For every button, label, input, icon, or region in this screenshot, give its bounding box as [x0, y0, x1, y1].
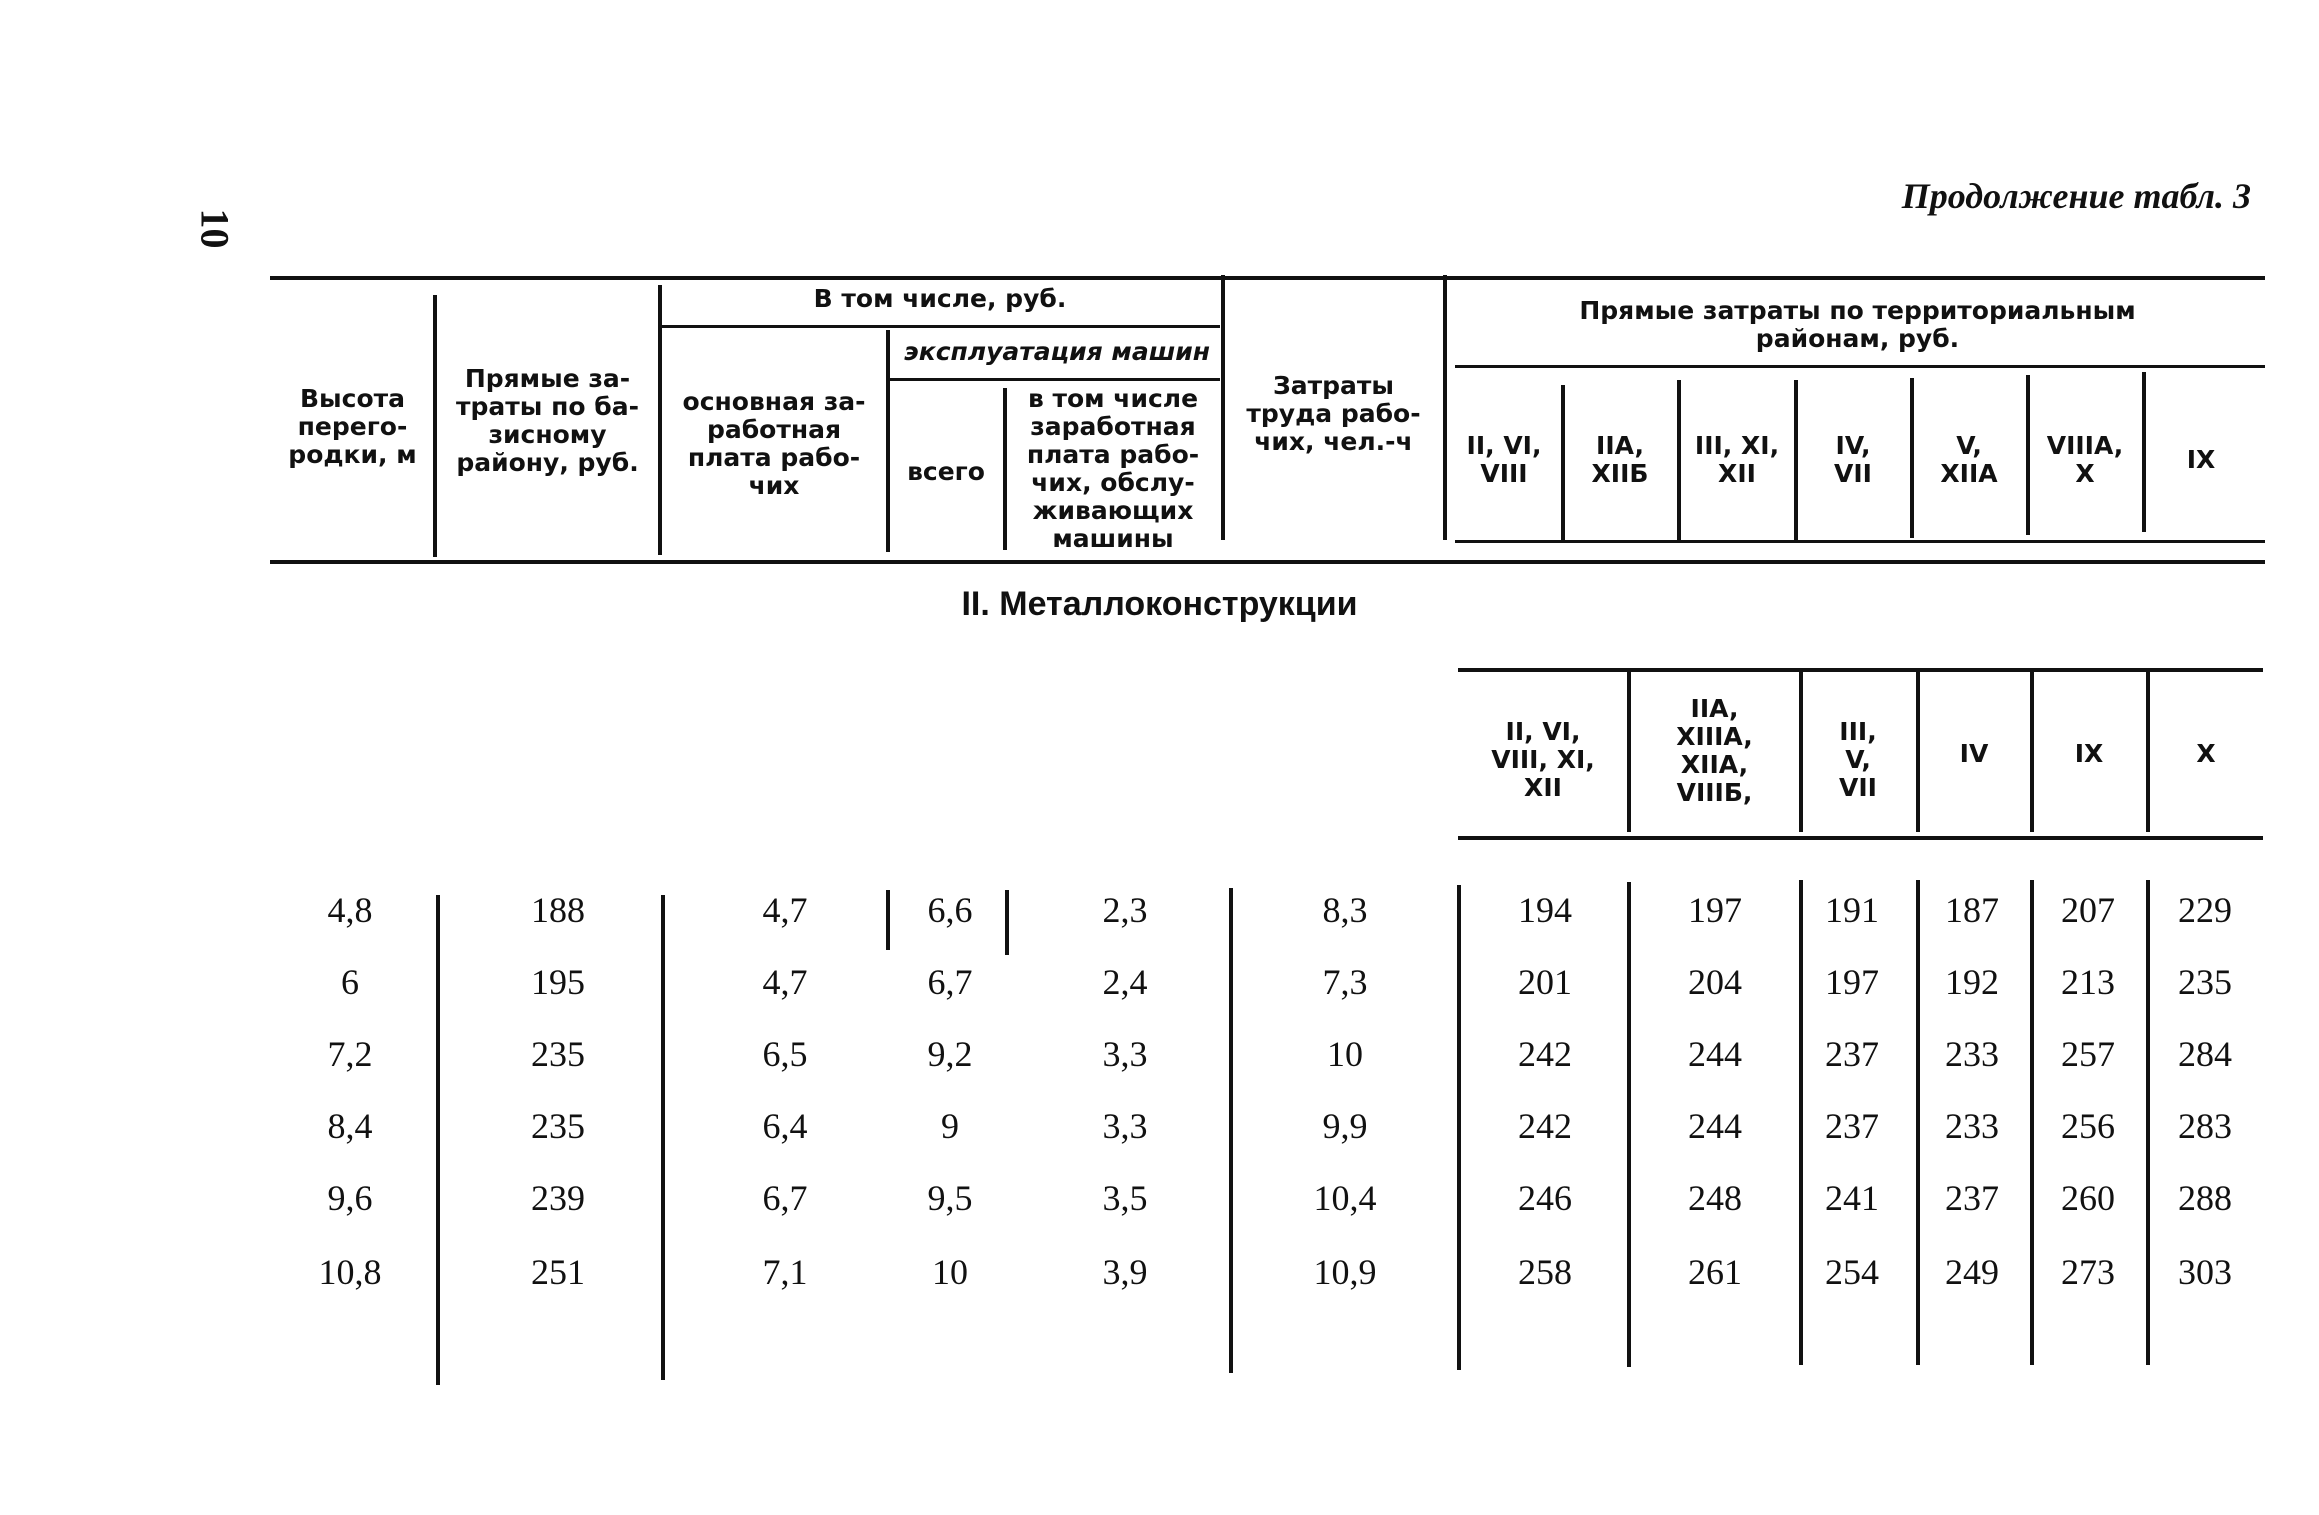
table-cell: 207: [2061, 890, 2115, 930]
table-cell: 4,7: [762, 890, 808, 930]
table-cell: 303: [2178, 1252, 2232, 1292]
table-cell: 191: [1825, 890, 1879, 930]
header-bottom-rule: [270, 560, 2265, 564]
table-cell: 273: [2061, 1252, 2115, 1292]
table-cell: 4,7: [762, 962, 808, 1002]
table-cell: 195: [531, 962, 585, 1002]
header-regional: Прямые затраты по территориальным районам, руб.: [1579, 296, 2136, 353]
table-continuation-caption: Продолжение табл. 3: [1901, 176, 2251, 216]
region-sub-6: X: [2196, 739, 2216, 768]
table-cell: 242: [1518, 1034, 1572, 1074]
table-cell: 197: [1825, 962, 1879, 1002]
table-cell: 241: [1825, 1178, 1879, 1218]
table-cell: 284: [2178, 1034, 2232, 1074]
table-cell: 187: [1945, 890, 1999, 930]
body-vrule-7: [1627, 882, 1631, 1367]
table-cell: 6,4: [762, 1106, 808, 1146]
region-sub-2: IIA, XIIIA, XIIA, VIIIБ,: [1676, 694, 1753, 807]
table-cell: 7,3: [1322, 962, 1368, 1002]
region-top-1: II, VI, VIII: [1466, 431, 1542, 488]
vrule-3: [886, 330, 890, 552]
body-vrule-6: [1457, 885, 1461, 1370]
header-direct-costs: Прямые за- траты по ба- зисному району, руб.: [456, 364, 639, 477]
table-cell: 192: [1945, 962, 1999, 1002]
table-cell: 254: [1825, 1252, 1879, 1292]
body-vrule-1: [436, 895, 440, 1385]
table-cell: 229: [2178, 890, 2232, 930]
table-cell: 244: [1688, 1034, 1742, 1074]
page-number: 10: [192, 208, 238, 249]
vrule-6: [1443, 275, 1447, 540]
table-cell: 4,8: [327, 890, 373, 930]
table-cell: 237: [1825, 1034, 1879, 1074]
table-cell: 3,3: [1102, 1106, 1148, 1146]
table-cell: 248: [1688, 1178, 1742, 1218]
table-cell: 6,5: [762, 1034, 808, 1074]
table-cell: 8,4: [327, 1106, 373, 1146]
vrule-4: [1003, 388, 1007, 550]
region-sub-1: II, VI, VIII, XI, XII: [1491, 717, 1595, 802]
region-top-5: V, XIIA: [1940, 431, 1998, 488]
table-cell: 188: [531, 890, 585, 930]
table-cell: 233: [1945, 1034, 1999, 1074]
region-sub-4: IV: [1959, 739, 1989, 768]
table-cell: 6,6: [927, 890, 973, 930]
rule-machines: [890, 378, 1220, 381]
table-cell: 251: [531, 1252, 585, 1292]
rule-regions: [1455, 365, 2265, 368]
table-cell: 6: [341, 962, 359, 1002]
table-cell: 10: [1327, 1034, 1363, 1074]
table-cell: 6,7: [927, 962, 973, 1002]
vrule-5: [1221, 275, 1225, 540]
table-cell: 3,3: [1102, 1034, 1148, 1074]
region-top-6: VIIIA, X: [2046, 431, 2124, 488]
table-cell: 10,9: [1313, 1252, 1377, 1292]
header-base-wage: основная за- работная плата рабо- чих: [682, 387, 866, 500]
body-vrule-2: [661, 895, 665, 1380]
table-cell: 3,5: [1102, 1178, 1148, 1218]
region-top-7: IX: [2186, 445, 2216, 474]
table-cell: 7,1: [762, 1252, 808, 1292]
table-cell: 233: [1945, 1106, 1999, 1146]
sub-vrule-4: [2030, 672, 2034, 832]
vrule-1: [433, 295, 437, 557]
table-cell: 9,6: [327, 1178, 373, 1218]
table-cell: 3,9: [1102, 1252, 1148, 1292]
table-cell: 239: [531, 1178, 585, 1218]
region-top-3: III, XI, XII: [1694, 431, 1780, 488]
region-top-2: IIA, XIIБ: [1591, 431, 1649, 488]
table-cell: 258: [1518, 1252, 1572, 1292]
table-top-rule: [270, 276, 2265, 280]
table-cell: 246: [1518, 1178, 1572, 1218]
table-cell: 10,4: [1313, 1178, 1377, 1218]
header-labor: Затраты труда рабо- чих, чел.-ч: [1246, 371, 1421, 456]
table-cell: 2,3: [1102, 890, 1148, 930]
table-cell: 288: [2178, 1178, 2232, 1218]
section-title: II. Металлоконструкции: [961, 585, 1358, 623]
table-cell: 204: [1688, 962, 1742, 1002]
header-machine-operation: эксплуатация машин: [903, 337, 1211, 366]
table-cell: 242: [1518, 1106, 1572, 1146]
table-cell: 197: [1688, 890, 1742, 930]
table-cell: 9,9: [1322, 1106, 1368, 1146]
sub-vrule-1: [1627, 672, 1631, 832]
table-cell: 237: [1825, 1106, 1879, 1146]
table-cell: 9,2: [927, 1034, 973, 1074]
table-cell: 237: [1945, 1178, 1999, 1218]
header-total: всего: [907, 457, 985, 486]
table-cell: 283: [2178, 1106, 2232, 1146]
table-cell: 260: [2061, 1178, 2115, 1218]
table-cell: 235: [531, 1034, 585, 1074]
table-cell: 235: [531, 1106, 585, 1146]
header-incl-wage: в том числе заработная плата рабо- чих, обслу- живающих машины: [1026, 384, 1200, 553]
table-cell: 9,5: [927, 1178, 973, 1218]
table-cell: 7,2: [327, 1034, 373, 1074]
table-cell: 213: [2061, 962, 2115, 1002]
table-cell: 9: [941, 1106, 959, 1146]
table-cell: 201: [1518, 962, 1572, 1002]
rule-including: [660, 325, 1220, 328]
table-cell: 261: [1688, 1252, 1742, 1292]
sub-top-rule: [1458, 668, 2263, 672]
table-cell: 244: [1688, 1106, 1742, 1146]
region-sub-5: IX: [2074, 739, 2104, 768]
table-cell: 249: [1945, 1252, 1999, 1292]
table-cell: 235: [2178, 962, 2232, 1002]
table-cell: 256: [2061, 1106, 2115, 1146]
sub-bottom-rule: [1458, 836, 2263, 840]
body-vrule-5: [1229, 888, 1233, 1373]
vrule-2: [658, 285, 662, 555]
table-cell: 6,7: [762, 1178, 808, 1218]
header-including: В том числе, руб.: [813, 284, 1067, 313]
table-cell: 257: [2061, 1034, 2115, 1074]
region-sub-3: III, V, VII: [1839, 717, 1877, 802]
table-cell: 194: [1518, 890, 1572, 930]
region-top-4: IV, VII: [1834, 431, 1872, 488]
header-height: Высота перего- родки, м: [288, 384, 417, 469]
table-cell: 2,4: [1102, 962, 1148, 1002]
rule-regions-bottom: [1455, 540, 2265, 543]
table-cell: 10: [932, 1252, 968, 1292]
table-cell: 8,3: [1322, 890, 1368, 930]
table-cell: 10,8: [318, 1252, 382, 1292]
